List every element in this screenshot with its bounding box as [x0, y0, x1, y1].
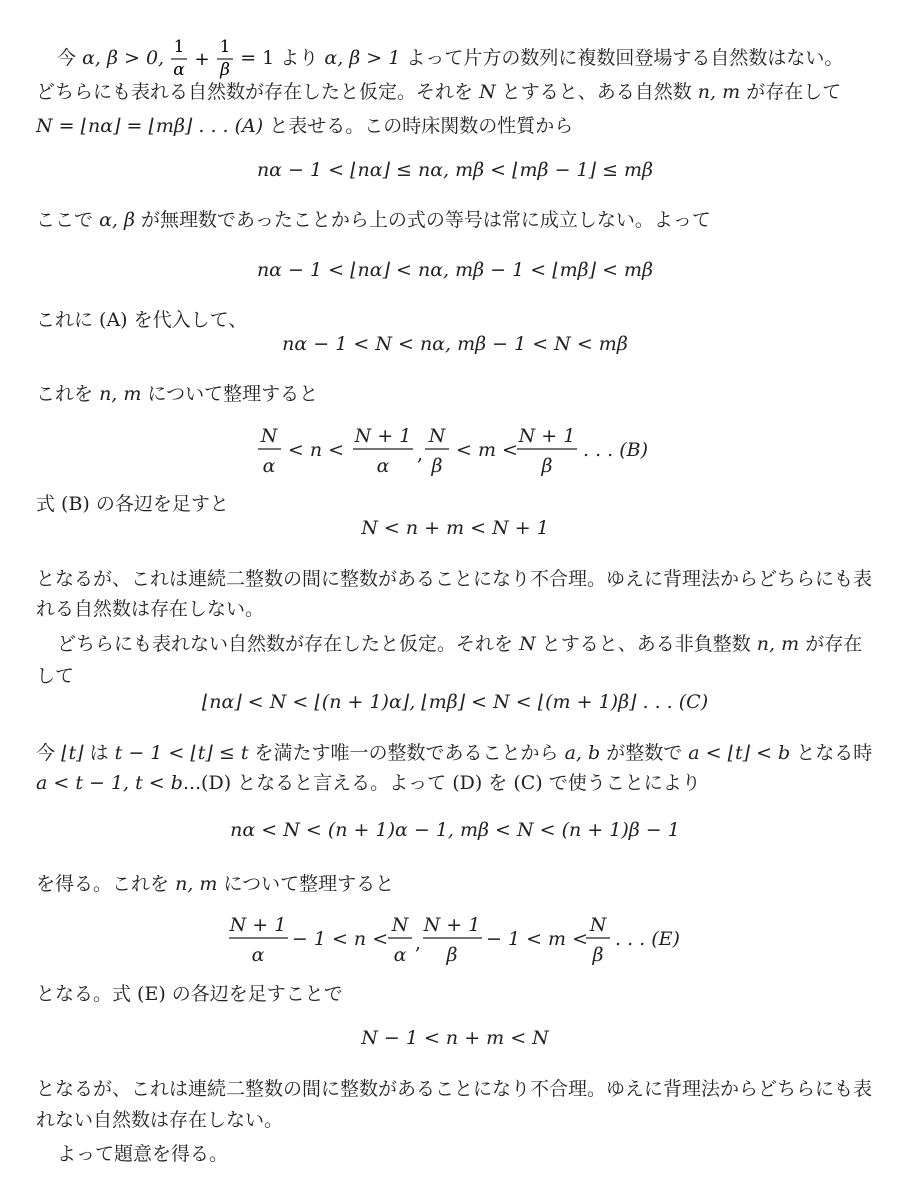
text-fragment: が存在: [805, 633, 863, 655]
text-fragment: とすると、ある非負整数: [541, 633, 751, 655]
text-fragment: より: [280, 47, 319, 69]
paragraph-1-line-3: [36, 114, 573, 138]
paragraph-11-line-1: となるが、これは連続二整数の間に整数があることになり不合理。ゆえに背理法からどちらにも表: [36, 1078, 873, 1100]
text-fragment: は: [89, 742, 109, 764]
eq4-mid1: < n <: [287, 439, 345, 461]
math-fragment: a < t − 1, t < b: [36, 772, 183, 794]
paragraph-1-line-2: [36, 80, 841, 104]
eq8-frac2-den: α: [393, 944, 407, 966]
frac-denominator: α: [173, 60, 185, 80]
equation-7: nα < N < (n + 1)α − 1, mβ < N < (n + 1)β − 1: [230, 819, 680, 841]
eq8-frac1-num: N + 1: [229, 914, 287, 936]
text-fragment: となる時: [796, 742, 873, 764]
eq4-mid2: < m <: [456, 439, 518, 461]
text-fragment: が無理数であったことから上の式の等号は常に成立しない。よって: [141, 209, 711, 231]
text-fragment: が整数で: [606, 742, 683, 764]
eq8-frac2-num: N: [391, 914, 409, 936]
paragraph-12: よって題意を得る。: [57, 1143, 229, 1165]
paragraph-6-line-1: となるが、これは連続二整数の間に整数があることになり不合理。ゆえに背理法からどちらにも表: [36, 568, 873, 590]
eq4-comma: ,: [417, 443, 424, 465]
eq4-frac4-den: β: [541, 455, 553, 477]
frac-numerator: 1: [173, 37, 185, 57]
text-fragment: について整理すると: [223, 873, 395, 895]
equation-6: ⌊nα⌋ < N < ⌊(n + 1)α⌋, ⌊mβ⌋ < N < ⌊(m + 1)β⌋ . . . (C): [201, 691, 709, 713]
text-fragment: ここで: [36, 209, 94, 231]
math-fragment: α, β: [99, 209, 135, 231]
math-fragment: n, m: [756, 633, 800, 655]
paragraph-7-line-2: して: [36, 665, 75, 687]
paragraph-3: これに (A) を代入して、: [36, 309, 248, 331]
text-fragment: これを: [36, 383, 94, 405]
equation-4: [255, 420, 655, 480]
eq8-mid2: − 1 < m <: [485, 928, 589, 950]
frac-numerator: 1: [219, 37, 231, 57]
math-fragment: α, β > 1: [324, 47, 401, 69]
equation-2: nα − 1 < ⌊nα⌋ < nα, mβ − 1 < ⌊mβ⌋ < mβ: [256, 259, 654, 281]
paragraph-2: [36, 208, 711, 232]
text-fragment: とすると、ある自然数: [501, 81, 692, 103]
paragraph-8-line-1: [36, 741, 872, 765]
text-fragment: について整理すると: [147, 383, 319, 405]
paragraph-6-line-2: れる自然数は存在しない。: [36, 598, 265, 620]
eq4-frac2-den: α: [376, 455, 390, 477]
eq8-frac4-den: β: [592, 944, 604, 966]
inline-fraction-sum: [170, 37, 234, 81]
math-fragment: a, b: [564, 742, 601, 764]
equation-1: nα − 1 < ⌊nα⌋ ≤ nα, mβ < ⌊mβ − 1⌋ ≤ mβ: [256, 159, 654, 181]
math-fragment: N: [519, 633, 536, 655]
math-fragment: = 1: [240, 47, 275, 69]
eq4-frac3-num: N: [428, 425, 446, 447]
eq8-frac3-den: β: [446, 944, 458, 966]
eq4-tag: . . . (B): [583, 439, 649, 461]
eq8-mid1: − 1 < n <: [291, 928, 389, 950]
eq8-comma: ,: [415, 932, 422, 954]
math-fragment: N: [479, 81, 496, 103]
paragraph-8-line-2: [36, 771, 701, 795]
math-fragment: t − 1 < ⌊t⌋ ≤ t: [114, 742, 249, 764]
eq4-frac2-num: N + 1: [354, 425, 412, 447]
eq4-frac1-num: N: [260, 425, 278, 447]
text-fragment: どちらにも表れない自然数が存在したと仮定。それを: [57, 633, 514, 655]
math-fragment: n, m: [175, 873, 218, 895]
math-fragment: ⌊t⌋: [61, 742, 84, 764]
eq8-frac4-num: N: [589, 914, 607, 936]
equation-5: N < n + m < N + 1: [361, 517, 549, 539]
math-fragment: n, m: [697, 81, 741, 103]
eq4-frac4-num: N + 1: [518, 425, 576, 447]
paragraph-9: [36, 872, 394, 896]
eq8-frac3-num: N + 1: [423, 914, 481, 936]
paragraph-1-line-1: [57, 36, 843, 80]
eq8-frac1-den: α: [251, 944, 265, 966]
paragraph-7-line-1: [57, 632, 862, 656]
text-fragment: よって片方の数列に複数回登場する自然数はない。: [406, 47, 844, 69]
equation-3: nα − 1 < N < nα, mβ − 1 < N < mβ: [282, 333, 628, 355]
equation-9: N − 1 < n + m < N: [361, 1027, 549, 1049]
paragraph-11-line-2: れない自然数は存在しない。: [36, 1109, 284, 1131]
math-fragment: n, m: [99, 383, 142, 405]
text-fragment: を満たす唯一の整数であることから: [254, 742, 559, 764]
paragraph-10: となる。式 (E) の各辺を足すことで: [36, 983, 343, 1005]
plus-sign: +: [194, 49, 210, 70]
text-fragment: 今: [57, 47, 77, 69]
eq8-tag: . . . (E): [615, 928, 680, 950]
frac-denominator: β: [220, 60, 231, 80]
paragraph-4: [36, 382, 318, 406]
text-fragment: を得る。これを: [36, 873, 170, 895]
math-fragment: α, β > 0,: [82, 47, 165, 69]
text-fragment: が存在して: [746, 81, 842, 103]
text-fragment: どちらにも表れる自然数が存在したと仮定。それを: [36, 81, 474, 103]
math-fragment: a < ⌊t⌋ < b: [688, 742, 791, 764]
text-fragment: と表せる。この時床関数の性質から: [269, 115, 574, 137]
eq4-frac3-den: β: [431, 455, 443, 477]
text-fragment: 今: [36, 742, 56, 764]
text-fragment: ...(D) となると言える。よって (D) を (C) で使うことにより: [182, 772, 701, 794]
equation-8: [226, 909, 686, 969]
paragraph-5: 式 (B) の各辺を足すと: [36, 493, 229, 515]
math-fragment: N = ⌊nα⌋ = ⌊mβ⌋ . . . (A): [36, 115, 264, 137]
eq4-frac1-den: α: [262, 455, 276, 477]
